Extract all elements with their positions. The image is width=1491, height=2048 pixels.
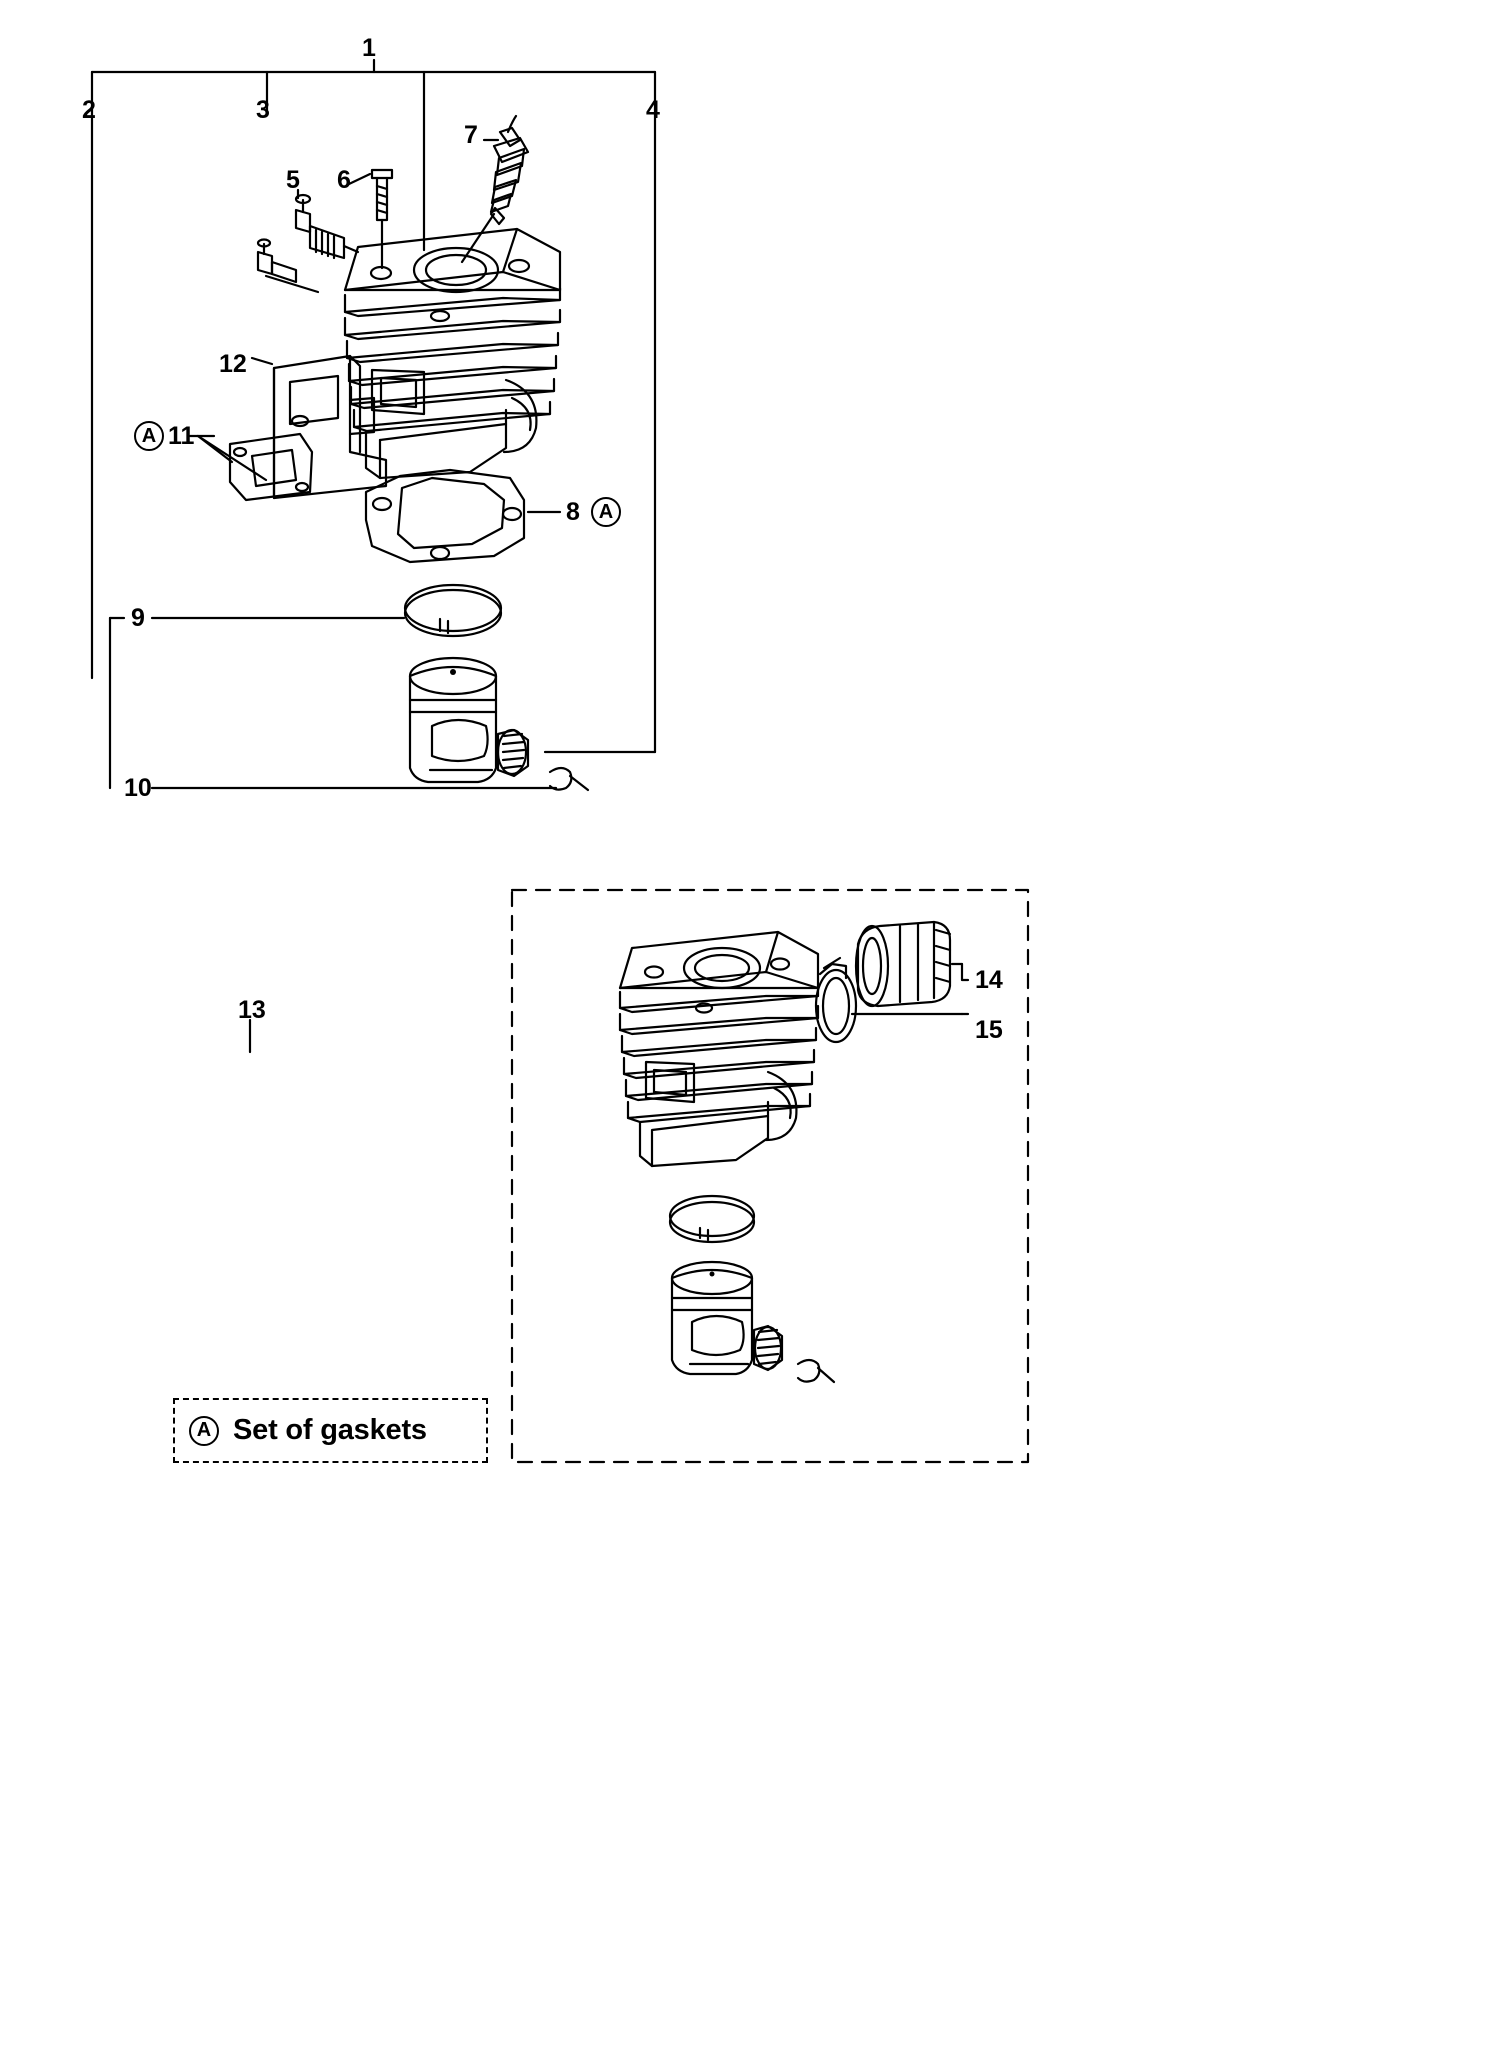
circlip — [550, 768, 571, 790]
set-of-gaskets-legend — [173, 1398, 488, 1463]
callout-7: 7 — [464, 121, 478, 149]
callout-6: 6 — [337, 166, 351, 194]
callout-2: 2 — [82, 96, 96, 124]
callout-9: 9 — [131, 604, 145, 632]
gasket-marker-11: A — [134, 421, 164, 451]
callout-1: 1 — [362, 34, 376, 62]
gasket-marker-8: A — [591, 497, 621, 527]
callout-15: 15 — [975, 1016, 1003, 1044]
screw-head — [372, 170, 392, 178]
gasket-marker-legend: A — [189, 1416, 219, 1446]
callout-14: 14 — [975, 966, 1003, 994]
callout-3: 3 — [256, 96, 270, 124]
leader-7b — [462, 214, 494, 262]
callout-12: 12 — [219, 350, 247, 378]
leader-6 — [349, 174, 370, 184]
valve-body — [296, 210, 310, 232]
callout-13: 13 — [238, 996, 266, 1024]
piston-ring — [405, 590, 501, 636]
leader-11b — [198, 436, 266, 480]
callout-5: 5 — [286, 166, 300, 194]
leader-12 — [252, 358, 272, 364]
callout-10: 10 — [124, 774, 152, 802]
set-of-gaskets-label: Set of gaskets — [233, 1414, 427, 1446]
circlip-2 — [798, 1360, 819, 1382]
callout-8: 8 — [566, 498, 580, 526]
nipple-body — [258, 252, 272, 274]
leader-5b — [266, 276, 318, 292]
callout-11: 11 — [168, 422, 195, 450]
callout-4: 4 — [646, 96, 660, 124]
piston-pin-boss — [432, 720, 488, 761]
screw-shank — [377, 178, 387, 220]
